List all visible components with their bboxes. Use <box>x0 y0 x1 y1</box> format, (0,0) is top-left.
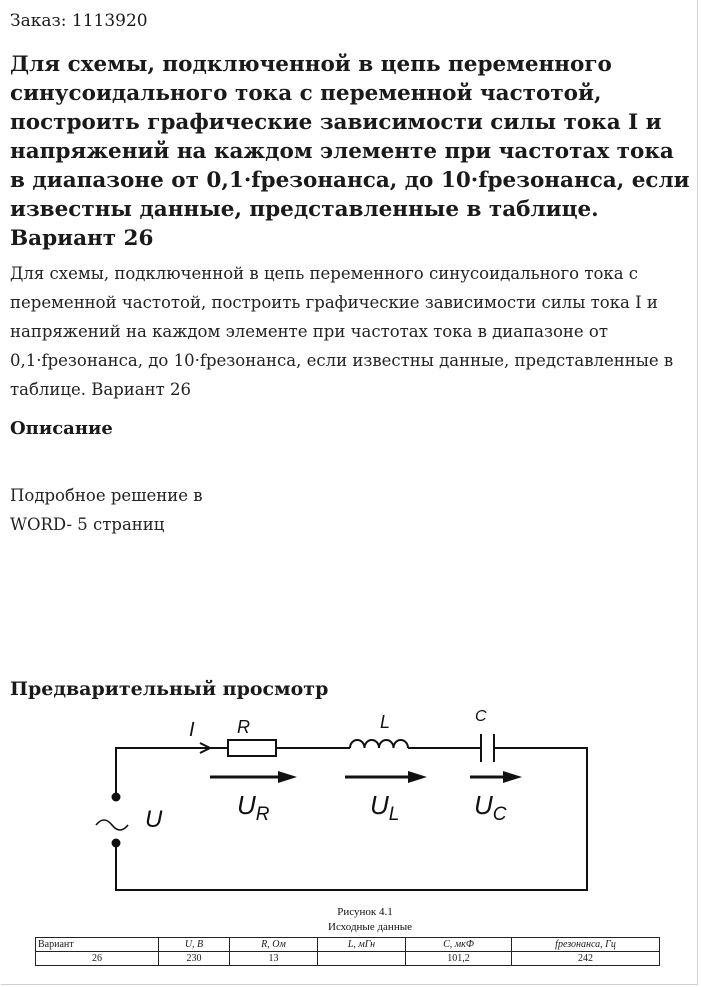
table-header-cell: C, мкФ <box>406 938 512 952</box>
table-header-cell: Вариант <box>36 938 159 952</box>
source-voltage-label: U <box>145 806 163 833</box>
ur-label <box>237 792 270 824</box>
resistor-symbol <box>228 740 276 756</box>
ur-label-sub: R <box>255 804 270 825</box>
preview-image <box>0 700 700 985</box>
table-cell: 26 <box>36 952 159 966</box>
task-text: Для схемы, подключенной в цепь переменного синусоидального тока с переменной частотой, построить графические зависимости силы тока I и напряжений на каждом элементе при частотах тока в диапазоне от 0,1·fрезонанса, до 10·fрезонанса, если известны данные, представленные в таблице. Вариант 26 <box>10 264 674 399</box>
table-row <box>36 952 660 966</box>
resistor-label: R <box>237 717 250 737</box>
uc-label <box>474 792 507 824</box>
uc-label-main: U <box>474 790 493 820</box>
table-header-cell: L, мГн <box>318 938 406 952</box>
source-tilde <box>96 820 128 830</box>
ul-label-sub: L <box>388 804 400 825</box>
description-text <box>10 481 310 539</box>
ul-label-main: U <box>370 790 389 820</box>
table-cell: 230 <box>159 952 230 966</box>
ul-label <box>370 792 399 824</box>
inductor-label: L <box>380 712 391 732</box>
page-title: Для схемы, подключенной в цепь переменного синусоидального тока с переменной частотой, построить графические зависимости силы тока I и напряжений на каждом элементе при частотах тока в диапазоне от 0,1·fрезонанса, до 10·fрезонанса, если известны данные, представленные в таблице. Вариант 26 <box>10 52 690 251</box>
table-caption: Исходные данные <box>328 921 412 933</box>
uc-label-sub: C <box>492 804 507 825</box>
capacitor-label: C <box>475 708 487 725</box>
ul-arrow-head <box>408 771 427 783</box>
uc-arrow-head <box>503 771 522 783</box>
ur-arrow-head <box>278 771 297 783</box>
table-header-row <box>36 938 660 952</box>
figure-caption: Рисунок 4.1 <box>337 906 393 918</box>
table-cell: 242 <box>512 952 660 966</box>
table-cell: 13 <box>230 952 318 966</box>
current-label: I <box>189 719 195 741</box>
table-cell <box>318 952 406 966</box>
inductor-symbol <box>350 740 408 748</box>
description-line-2: WORD- 5 страниц <box>10 515 165 534</box>
source-terminal-top <box>112 793 121 802</box>
table-header-cell: R, Ом <box>230 938 318 952</box>
wire-top-right <box>116 748 587 890</box>
preview-heading: Предварительный просмотр <box>10 678 329 700</box>
description-line-1: Подробное решение в <box>10 486 203 505</box>
table-header-cell: fрезонанса, Гц <box>512 938 660 952</box>
ur-label-main: U <box>237 790 256 820</box>
source-data-table <box>35 937 660 966</box>
table-header-cell: U, В <box>159 938 230 952</box>
source-terminal-bottom <box>112 839 121 848</box>
description-heading: Описание <box>10 418 113 439</box>
order-number: Заказ: 1113920 <box>10 11 148 31</box>
wire-top-left <box>116 748 228 797</box>
table-cell: 101,2 <box>406 952 512 966</box>
